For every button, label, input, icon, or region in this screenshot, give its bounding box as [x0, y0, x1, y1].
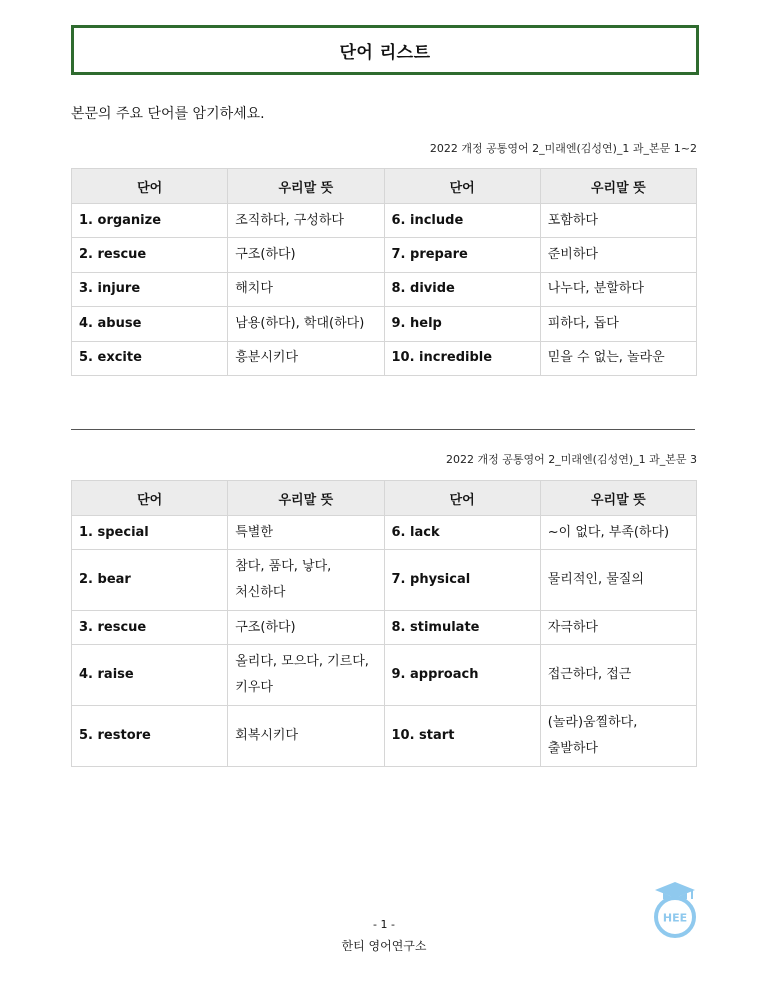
meaning-cell: [540, 645, 696, 706]
meaning-line: ~이 없다, 부족(하다): [547, 524, 670, 540]
word-cell: 3. rescue: [72, 611, 228, 645]
vocab-table-1: [71, 168, 697, 376]
word-cell: 10. incredible: [384, 341, 540, 375]
meaning-cell: 남용(하다), 학대(하다): [228, 307, 384, 341]
meaning-line: 물리적인, 물질의: [547, 572, 644, 587]
word-cell: 7. physical: [384, 550, 540, 611]
word-cell: 6. include: [384, 204, 540, 238]
meaning-line: 접근하다, 접근: [547, 667, 632, 682]
table-row: [72, 341, 697, 375]
word-cell: 5. excite: [72, 341, 228, 375]
section-divider: [71, 429, 695, 430]
instruction-text: 본문의 주요 단어를 암기하세요.: [71, 106, 265, 122]
column-header-word: 단어: [384, 169, 540, 204]
title-box: [71, 25, 699, 75]
meaning-line: 특별한: [235, 524, 273, 540]
meaning-line: 올리다, 모으다, 기르다,: [235, 654, 369, 669]
meaning-cell: [540, 516, 696, 550]
meaning-cell: 해치다: [228, 272, 384, 306]
meaning-line: (놀라)움찔하다,: [547, 715, 638, 730]
table-row: [72, 272, 697, 306]
page-number: - 1 -: [373, 918, 395, 931]
footer-organization: 한티 영어연구소: [341, 939, 427, 953]
svg-text:HEE: HEE: [662, 911, 688, 925]
word-cell: 9. help: [384, 307, 540, 341]
word-cell: 2. rescue: [72, 238, 228, 272]
word-cell: 8. divide: [384, 272, 540, 306]
meaning-cell: 준비하다: [540, 238, 696, 272]
table-row: [72, 307, 697, 341]
column-header-word: 단어: [384, 481, 540, 516]
meaning-cell: [228, 706, 384, 767]
table-row: [72, 238, 697, 272]
table-row: [72, 611, 697, 645]
meaning-cell: [540, 550, 696, 611]
page-title: 단어 리스트: [339, 42, 431, 63]
word-cell: 4. raise: [72, 645, 228, 706]
word-cell: 8. stimulate: [384, 611, 540, 645]
table-row: [72, 706, 697, 767]
table-row: [72, 550, 697, 611]
meaning-cell: 구조(하다): [228, 238, 384, 272]
meaning-cell: [228, 611, 384, 645]
meaning-cell: 흥분시키다: [228, 341, 384, 375]
meaning-cell: [228, 550, 384, 611]
meaning-cell: [228, 516, 384, 550]
meaning-cell: [540, 611, 696, 645]
column-header-meaning: 우리말 뜻: [228, 481, 384, 516]
column-header-word: 단어: [72, 481, 228, 516]
word-cell: 4. abuse: [72, 307, 228, 341]
word-cell: 9. approach: [384, 645, 540, 706]
word-cell: 2. bear: [72, 550, 228, 611]
section-1-source: 2022 개정 공통영어 2_미래엔(김성연)_1 과_본문 1~2: [429, 142, 697, 155]
word-cell: 3. injure: [72, 272, 228, 306]
meaning-cell: [228, 645, 384, 706]
meaning-cell: 포함하다: [540, 204, 696, 238]
meaning-cell: 믿을 수 없는, 놀라운: [540, 341, 696, 375]
column-header-meaning: 우리말 뜻: [228, 169, 384, 204]
word-cell: 10. start: [384, 706, 540, 767]
table-row: [72, 516, 697, 550]
column-header-word: 단어: [72, 169, 228, 204]
table-row: [72, 645, 697, 706]
vocab-table-2: [71, 480, 697, 767]
meaning-cell: [540, 706, 696, 767]
table-row: [72, 204, 697, 238]
table-header-row: [72, 481, 697, 516]
meaning-line: 구조(하다): [235, 619, 296, 635]
meaning-line: 키우다: [235, 680, 273, 695]
meaning-line: 출발하다: [547, 741, 598, 756]
word-cell: 6. lack: [384, 516, 540, 550]
column-header-meaning: 우리말 뜻: [540, 169, 696, 204]
column-header-meaning: 우리말 뜻: [540, 481, 696, 516]
meaning-cell: 나누다, 분할하다: [540, 272, 696, 306]
meaning-cell: 조직하다, 구성하다: [228, 204, 384, 238]
word-cell: 1. organize: [72, 204, 228, 238]
section-2-source: 2022 개정 공통영어 2_미래엔(김성연)_1 과_본문 3: [446, 453, 697, 466]
word-cell: 7. prepare: [384, 238, 540, 272]
meaning-line: 참다, 품다, 낳다,: [235, 559, 332, 574]
table-header-row: [72, 169, 697, 204]
word-cell: 1. special: [72, 516, 228, 550]
meaning-line: 회복시키다: [235, 728, 299, 743]
meaning-line: 자극하다: [547, 619, 598, 635]
word-cell: 5. restore: [72, 706, 228, 767]
meaning-line: 처신하다: [235, 585, 286, 600]
meaning-cell: 피하다, 돕다: [540, 307, 696, 341]
